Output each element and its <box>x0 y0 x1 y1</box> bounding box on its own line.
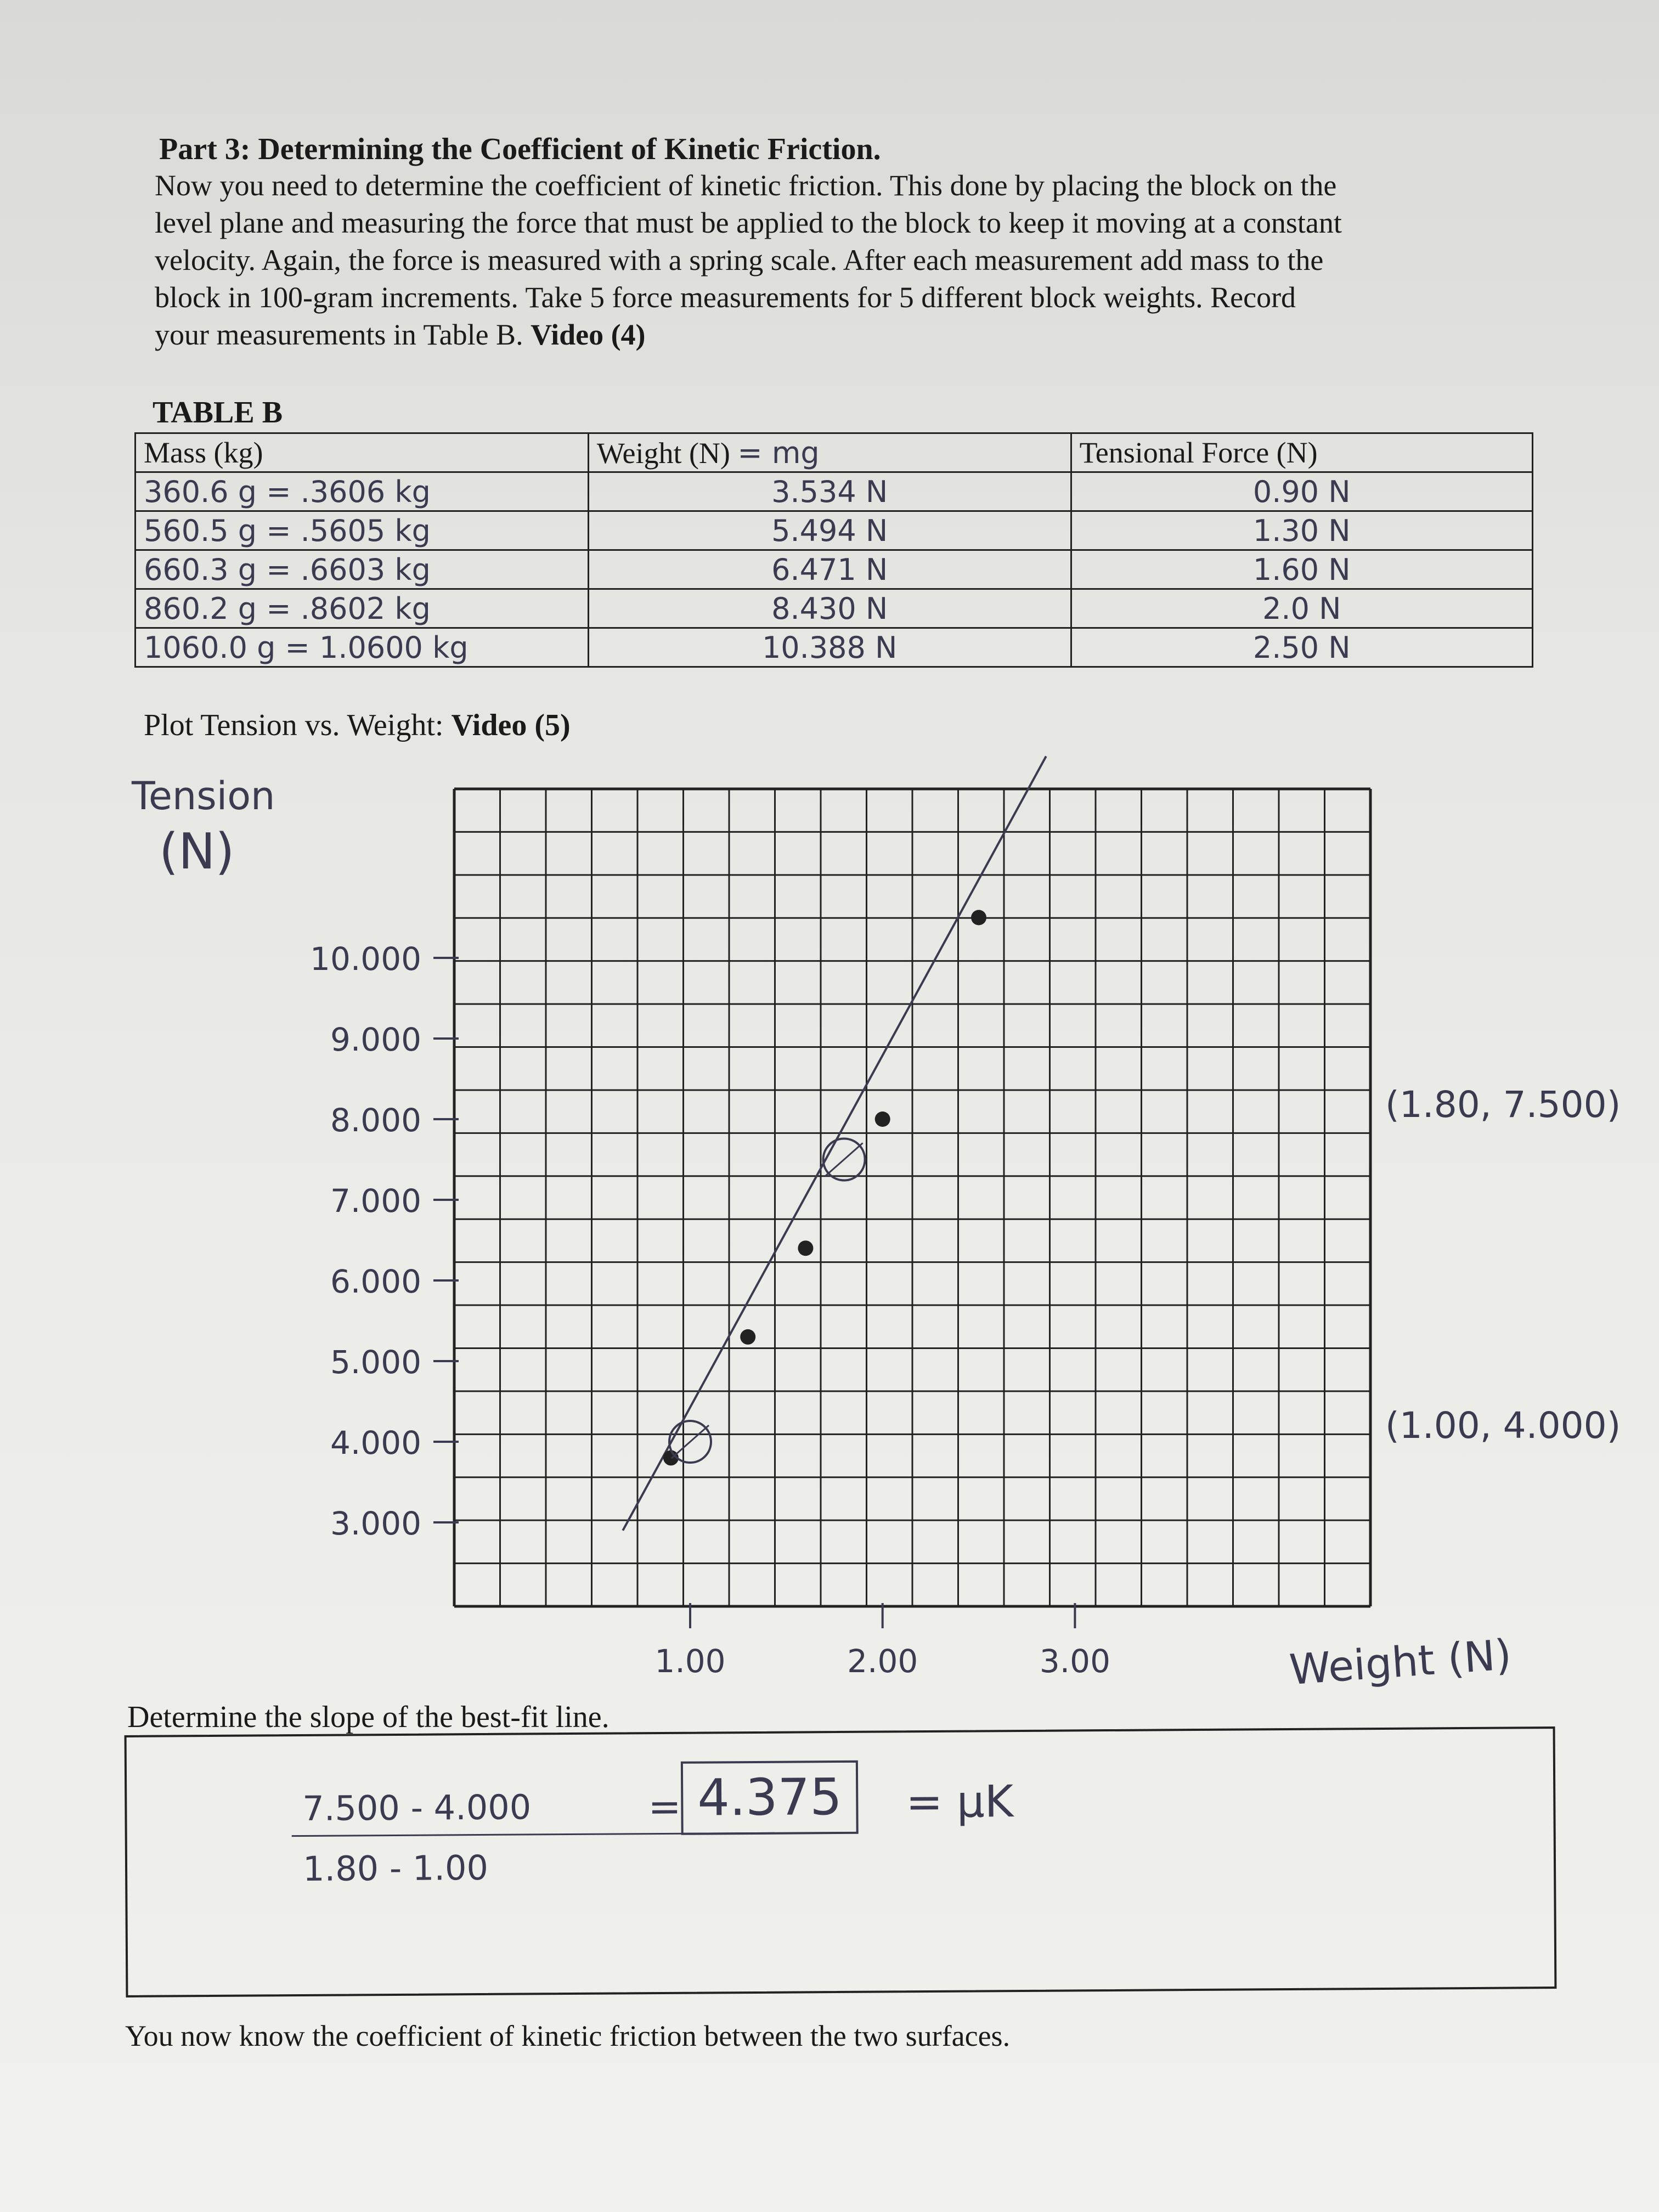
closing-statement: You now know the coefficient of kinetic friction between the two surfaces. <box>125 2019 1011 2052</box>
intro-line: level plane and measuring the force that must be applied to the block to keep it moving at a constant <box>155 206 1342 239</box>
cell-mass: 1060.0 g = 1.0600 kg <box>136 628 589 667</box>
cell-mass: 860.2 g = .8602 kg <box>136 589 589 628</box>
y-tick-label: 5.000 <box>330 1344 421 1381</box>
slope-result-label: = μK <box>906 1776 1014 1828</box>
plot-instruction-text: Plot Tension vs. Weight: <box>144 708 444 742</box>
data-points-group <box>663 910 986 1466</box>
cell-weight: 10.388 N <box>588 628 1071 667</box>
y-axis-label: Tension <box>132 774 275 819</box>
intro-line: velocity. Again, the force is measured with a spring scale. After each measurement add mass to the <box>155 244 1324 276</box>
slope-prompt: Determine the slope of the best-fit line. <box>127 1700 610 1734</box>
cell-tension: 0.90 N <box>1071 472 1532 511</box>
part-heading: Part 3: Determining the Coefficient of Kinetic Friction. <box>159 132 881 166</box>
y-tick-label: 3.000 <box>330 1505 421 1542</box>
slope-result: 4.375 <box>681 1760 859 1835</box>
x-tick-label: 3.00 <box>1039 1643 1110 1680</box>
table-label: TABLE B <box>153 396 283 430</box>
cell-mass: 560.5 g = .5605 kg <box>136 511 589 550</box>
slope-equals: = <box>648 1783 681 1830</box>
y-tick-label: 7.000 <box>330 1182 421 1220</box>
intro-line: Now you need to determine the coefficient of kinetic friction. This done by placing the block on the <box>155 169 1337 202</box>
intro-line-end: your measurements in Table B. <box>155 318 523 351</box>
slope-answer-box <box>125 1726 1557 1997</box>
header-tension: Tensional Force (N) <box>1071 433 1532 472</box>
cell-tension: 2.0 N <box>1071 589 1532 628</box>
slope-denominator: 1.80 - 1.00 <box>302 1847 489 1889</box>
graph-grid <box>454 789 1370 1606</box>
intro-line: block in 100-gram increments. Take 5 force measurements for 5 different block weights. Record <box>155 281 1296 314</box>
x-tick-label: 2.00 <box>847 1643 918 1680</box>
plot-video-reference: Video (5) <box>451 708 571 742</box>
header-weight-label: Weight (N) <box>596 436 730 470</box>
x-tick-label: 1.00 <box>654 1643 726 1680</box>
y-tick-label: 10.000 <box>310 940 421 978</box>
header-weight-note: = mg <box>737 435 820 470</box>
data-point <box>798 1240 813 1256</box>
cell-weight: 5.494 N <box>588 511 1071 550</box>
cell-tension: 2.50 N <box>1071 628 1532 667</box>
data-point <box>971 910 986 926</box>
cell-mass: 660.3 g = .6603 kg <box>136 550 589 589</box>
best-fit-line-group <box>623 757 1046 1531</box>
slope-numerator: 7.500 - 4.000 <box>302 1787 532 1829</box>
y-axis-unit: (N) <box>159 823 235 881</box>
cell-weight: 8.430 N <box>588 589 1071 628</box>
data-point <box>875 1111 890 1127</box>
header-mass: Mass (kg) <box>136 433 589 472</box>
annotation-high-point: (1.80, 7.500) <box>1385 1084 1621 1126</box>
video-reference: Video (4) <box>531 318 646 351</box>
y-tick-label: 9.000 <box>330 1021 421 1058</box>
cell-weight: 3.534 N <box>588 472 1071 511</box>
y-tick-label: 8.000 <box>330 1102 421 1139</box>
x-axis-label: Weight (N) <box>1288 1629 1513 1695</box>
data-point <box>740 1329 755 1345</box>
y-tick-label: 4.000 <box>330 1424 421 1462</box>
cell-mass: 360.6 g = .3606 kg <box>136 472 589 511</box>
cell-weight: 6.471 N <box>588 550 1071 589</box>
cell-tension: 1.30 N <box>1071 511 1532 550</box>
graph-ticks <box>310 940 1110 1680</box>
annotation-low-point: (1.00, 4.000) <box>1385 1404 1621 1447</box>
best-fit-line <box>623 757 1046 1531</box>
y-tick-label: 6.000 <box>330 1263 421 1300</box>
cell-tension: 1.60 N <box>1071 550 1532 589</box>
